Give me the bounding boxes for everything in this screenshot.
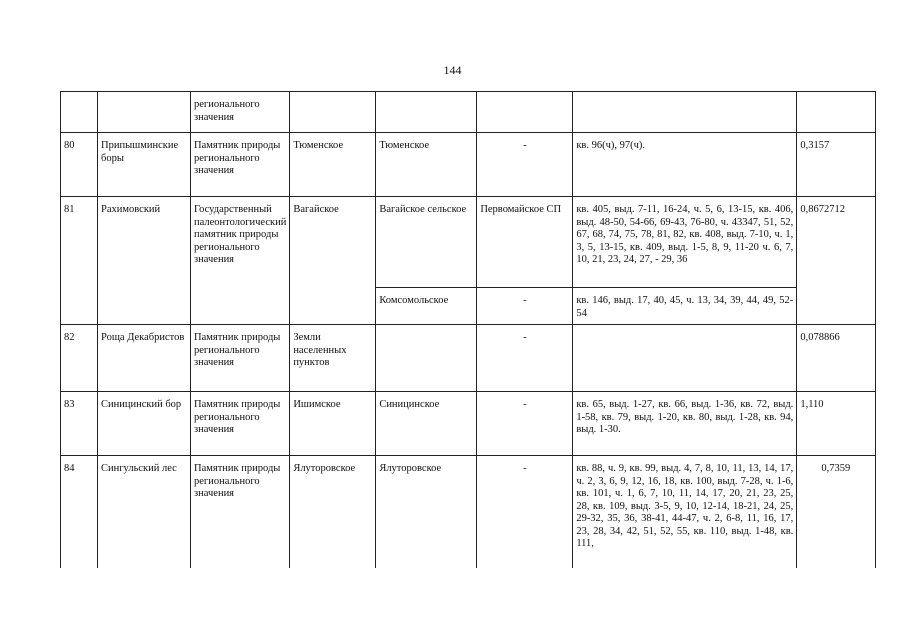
page-number: 144 bbox=[443, 63, 462, 77]
cell-district: Тюменское bbox=[290, 133, 376, 197]
cell-category: Государственный палеонтологический памятник природы регионального значения bbox=[191, 197, 290, 325]
cell-area: 0,8672712 bbox=[797, 197, 876, 325]
cell-settlement: - bbox=[477, 325, 573, 392]
cell-district: Земли населенных пунктов bbox=[290, 325, 376, 392]
cell-category: Памятник природы регионального значения bbox=[191, 456, 290, 568]
cell-quarters: кв. 96(ч), 97(ч). bbox=[573, 133, 797, 197]
cell-quarters bbox=[573, 325, 797, 392]
cell-name: Сингульский лес bbox=[98, 456, 191, 568]
cell-num: 84 bbox=[61, 456, 98, 568]
cell-category: регионального значения bbox=[191, 92, 290, 133]
cell-num: 80 bbox=[61, 133, 98, 197]
cell-area: 1,110 bbox=[797, 392, 876, 456]
cell-district bbox=[290, 92, 376, 133]
cell-category: Памятник природы регионального значения bbox=[191, 325, 290, 392]
protected-areas-table bbox=[60, 91, 876, 568]
table-row bbox=[61, 197, 876, 288]
cell-area: 0,078866 bbox=[797, 325, 876, 392]
cell-area bbox=[797, 92, 876, 133]
cell-name: Роща Декабристов bbox=[98, 325, 191, 392]
cell-forestry: Вагайское сельское bbox=[376, 197, 477, 288]
cell-settlement: - bbox=[477, 392, 573, 456]
cell-settlement: Первомайское СП bbox=[477, 197, 573, 288]
table-row bbox=[61, 325, 876, 392]
cell-name bbox=[98, 92, 191, 133]
cell-district: Ишимское bbox=[290, 392, 376, 456]
cell-num: 83 bbox=[61, 392, 98, 456]
cell-name: Припышминские боры bbox=[98, 133, 191, 197]
cell-forestry bbox=[376, 92, 477, 133]
cell-name: Синицинский бор bbox=[98, 392, 191, 456]
cell-settlement bbox=[477, 92, 573, 133]
cell-forestry: Ялуторовское bbox=[376, 456, 477, 568]
cell-district: Вагайское bbox=[290, 197, 376, 325]
cell-quarters: кв. 146, выд. 17, 40, 45, ч. 13, 34, 39, 44, 49, 52-54 bbox=[573, 288, 797, 325]
table-row bbox=[61, 133, 876, 197]
cell-forestry: Синицинское bbox=[376, 392, 477, 456]
table-row bbox=[61, 392, 876, 456]
cell-quarters: кв. 65, выд. 1-27, кв. 66, выд. 1-36, кв. 72, выд. 1-58, кв. 79, выд. 1-20, кв. 80, выд. 1-28, кв. 94, выд. 1-30. bbox=[573, 392, 797, 456]
cell-category: Памятник природы регионального значения bbox=[191, 133, 290, 197]
cell-area: 0,3157 bbox=[797, 133, 876, 197]
cell-num bbox=[61, 92, 98, 133]
cell-category: Памятник природы регионального значения bbox=[191, 392, 290, 456]
cell-quarters: кв. 88, ч. 9, кв. 99, выд. 4, 7, 8, 10, 11, 13, 14, 17, ч. 2, 3, 6, 9, 12, 16, 18, кв. 100, выд. 7-28, ч. 1-6, кв. 101, ч. 1, 6, 7, 10, 11, 14, 17, 20, 21, 23, 25, 28, кв. 109, выд. 3-5, 9, 10, 12-14, 18-21, 24, 25, 29-32, 35, 36, 38-41, 44-47, ч. 2, 6-8, 11, 16, 17, 23, 28, 34, 42, 51, 52, 55, кв. 110, выд. 1-48, кв. 111, bbox=[573, 456, 797, 568]
cell-district: Ялуторовское bbox=[290, 456, 376, 568]
cell-settlement: - bbox=[477, 133, 573, 197]
cell-quarters: кв. 405, выд. 7-11, 16-24, ч. 5, 6, 13-15, кв. 406, выд. 48-50, 54-66, 69-43, 76-80, ч. 43347, 51, 52, 67, 68, 74, 75, 78, 81, 82, кв. 408, выд. 7-10, ч. 1, 3, 5, 13-15, кв. 409, выд. 1-5, 8, 9, 11-20 ч. 6, 7, 10, 21, 23, 24, 27, - 29, 36 bbox=[573, 197, 797, 288]
cell-quarters bbox=[573, 92, 797, 133]
cell-settlement: - bbox=[477, 456, 573, 568]
cell-settlement: - bbox=[477, 288, 573, 325]
cell-num: 82 bbox=[61, 325, 98, 392]
cell-name: Рахимовский bbox=[98, 197, 191, 325]
table-row bbox=[61, 456, 876, 568]
cell-forestry: Тюменское bbox=[376, 133, 477, 197]
cell-forestry: Комсомольское bbox=[376, 288, 477, 325]
cell-forestry bbox=[376, 325, 477, 392]
table-row-continuation bbox=[61, 92, 876, 133]
cell-num: 81 bbox=[61, 197, 98, 325]
cell-area: 0,7359 bbox=[797, 456, 876, 568]
